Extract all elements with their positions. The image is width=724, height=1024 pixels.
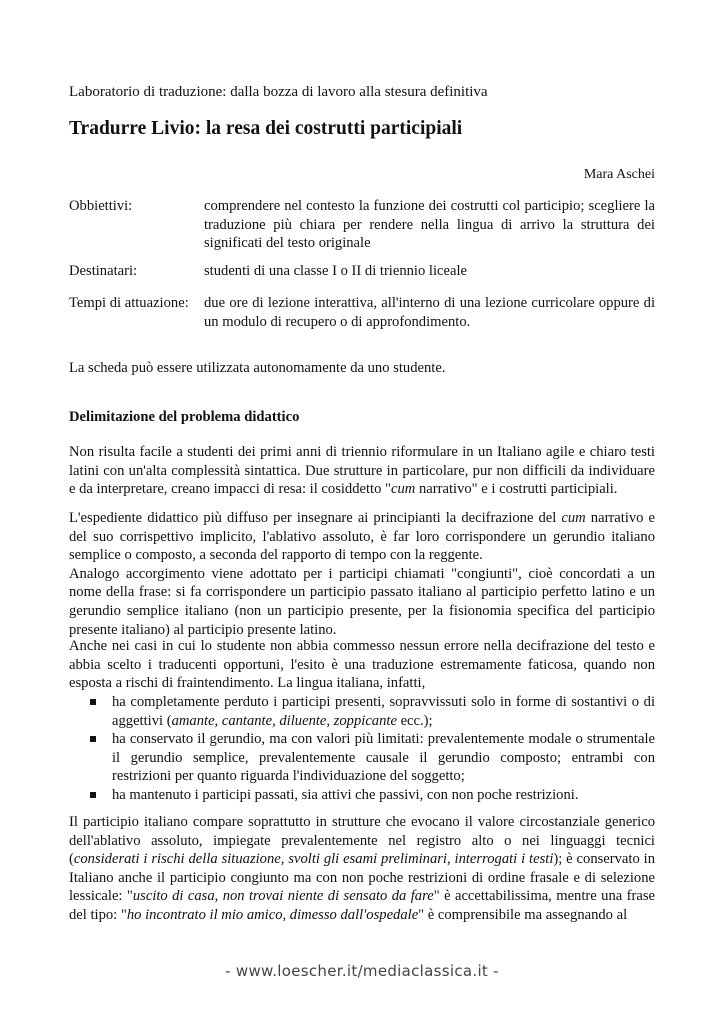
document-subtitle: Laboratorio di traduzione: dalla bozza di lavoro alla stesura definitiva: [69, 84, 488, 100]
p1-text-a: Non risulta facile a studenti dei primi anni di triennio riformulare in un Italiano agile e chiaro testi latini con un'alta complessità sintattica. Due strutture in particolare, pur non difficili da individuare e da interpretare, creano impacci di resa: il cosiddetto ": [69, 444, 655, 498]
document-title: Tradurre Livio: la resa dei costrutti participiali: [69, 118, 463, 139]
list-item: [69, 693, 655, 730]
p2-cum: cum: [561, 510, 586, 526]
timing-label: Tempi di attuazione:: [69, 295, 189, 311]
section-heading: Delimitazione del problema didattico: [69, 409, 300, 425]
p4-text-a: Il participio italiano compare soprattutto in strutture che evocano il valore circostanziale generico dell'ablativo assoluto, impiegate prevalentemente nel registro alto o nei linguaggi tecnici (: [69, 814, 655, 868]
objectives-value: comprendere nel contesto la funzione dei costrutti col participio; scegliere la traduzione più chiara per rendere nella lingua di arrivo la struttura dei significati del testo originale: [204, 198, 655, 252]
bullet-marker: [90, 736, 96, 742]
p1-cum: cum: [391, 481, 416, 498]
p2-text-c: Analogo accorgimento viene adottato per i participi chiamati "congiunti", cioè concordati a un nome della frase: si fa corrispondere un participio passato italiano al participio perfetto latino e un gerundio semplice italiano (non un participio presente, per la fisionomia specifica del participio presente italiano) al participio presente latino.: [69, 565, 655, 638]
bullet-marker: [90, 699, 96, 705]
p4-text-b: ); è conservato in Italiano anche il participio congiunto ma con non poche restrizioni di ordine frasale e di selezione lessicale: ": [69, 851, 655, 905]
p4-separator: ,: [280, 851, 289, 868]
list-item: [69, 786, 655, 805]
list-item: [69, 730, 655, 786]
author-name: Mara Aschei: [583, 167, 655, 182]
p4-italic-4: ho incontrato il mio amico, dimesso dall'ospedale: [126, 906, 419, 923]
b1-text-b: ecc.);: [396, 712, 433, 729]
b2-text: ha conservato il gerundio, ma con valori più limitati: prevalentemente modale o strumentale il gerundio semplice, prevalentemente causale il gerundio composto; entrambi con restrizioni per quanto riguarda l'individuazione del soggetto;: [112, 731, 655, 785]
p2-text-a: L'espediente didattico più diffuso per insegnare ai principianti la decifrazione del: [69, 510, 562, 526]
timing-value: due ore di lezione interattiva, all'interno di una lezione curricolare oppure di un modulo di recupero o di approfondimento.: [204, 295, 655, 330]
p2-text-b: narrativo e del suo corrispettivo implicito, l'ablativo assoluto, è far loro corrispondere un gerundio italiano semplice o composto, a seconda del rapporto di tempo con la reggente.: [69, 510, 656, 564]
p4-text-c: " è accettabilissima, mentre una frase del tipo: ": [69, 888, 655, 923]
p4-text-d: " è comprensibile ma assegnando al: [418, 906, 628, 923]
paragraph-2: [69, 509, 655, 639]
b1-italic: amante, cantante, diluente, zoppicante: [171, 712, 397, 729]
b1-text-a: ha completamente perduto i participi presenti, sopravvissuti solo in forme di sostantivi o di aggettivi (: [112, 694, 655, 729]
b3-text: ha mantenuto i participi passati, sia attivi che passivi, con non poche restrizioni.: [112, 786, 579, 803]
bullet-marker: [90, 792, 96, 798]
meta-recipients: [69, 262, 655, 281]
recipients-label: Destinatari:: [69, 263, 138, 279]
paragraph-4: [69, 813, 655, 925]
meta-objectives: [69, 197, 655, 253]
usage-note: La scheda può essere utilizzata autonomamente da uno studente.: [69, 360, 446, 376]
p4-italic-1: considerati i rischi della situazione: [73, 851, 281, 868]
p1-text-b: narrativo" e i costrutti participiali.: [415, 481, 618, 498]
recipients-value: studenti di una classe I o II di triennio liceale: [204, 263, 468, 279]
footer-link[interactable]: - www.loescher.it/mediaclassica.it -: [225, 962, 499, 980]
p4-italic-3: uscito di casa, non trovai niente di sensato da fare: [132, 888, 434, 905]
meta-timing: [69, 294, 655, 331]
paragraph-1: [69, 443, 655, 499]
p4-italic-2: svolti gli esami preliminari, interrogati i testi: [288, 851, 554, 868]
bullet-list: [69, 693, 655, 805]
objectives-label: Obbiettivi:: [69, 198, 133, 214]
paragraph-3: Anche nei casi in cui lo studente non abbia commesso nessun errore nella decifrazione del testo e abbia scelto i traducenti opportuni, l'esito è una traduzione estremamente faticosa, quando non esposta a rischi di fraintendimento. La lingua italiana, infatti,: [69, 638, 655, 692]
